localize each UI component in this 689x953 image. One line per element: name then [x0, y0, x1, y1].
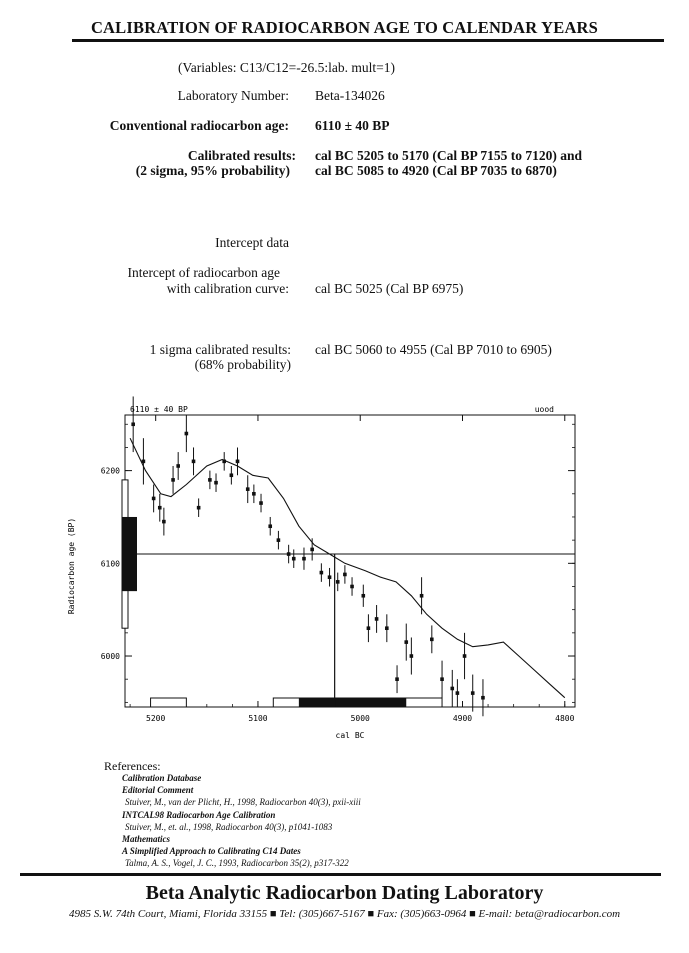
- x-tick-label: 5200: [146, 714, 166, 723]
- data-point: [176, 464, 180, 468]
- data-point: [292, 557, 296, 561]
- data-point: [252, 492, 256, 496]
- plot-frame: [125, 415, 575, 707]
- data-point: [350, 585, 354, 589]
- data-point: [192, 460, 196, 464]
- reference-line: Editorial Comment: [122, 785, 194, 796]
- sigma2-range-bar: [151, 698, 187, 707]
- data-point: [481, 696, 485, 700]
- calibrated-value-2: cal BC 5085 to 4920 (Cal BP 7035 to 6870): [315, 163, 557, 178]
- calibrated-value-1: cal BC 5205 to 5170 (Cal BP 7155 to 7120) and: [315, 148, 583, 163]
- data-point: [171, 478, 175, 482]
- data-point: [214, 481, 218, 485]
- calibrated-sublabel: (2 sigma, 95% probability): [135, 163, 290, 178]
- references-heading: References:: [104, 759, 161, 773]
- data-point: [197, 506, 201, 510]
- calibrated-label: Calibrated results:: [187, 148, 296, 163]
- data-point: [440, 677, 444, 681]
- data-point: [277, 538, 281, 542]
- data-point: [463, 654, 467, 658]
- data-point: [375, 617, 379, 621]
- reference-line: Mathematics: [122, 834, 171, 844]
- data-point: [259, 501, 263, 505]
- calibration-chart: [60, 400, 575, 750]
- data-point: [246, 487, 250, 491]
- x-tick-label: 4900: [452, 714, 473, 723]
- reference-line: Calibration Database: [122, 773, 202, 783]
- reference-line: Talma, A. S., Vogel, J. C., 1993, Radiocarbon 35(2), p317-322: [125, 858, 349, 869]
- data-point: [328, 575, 332, 579]
- y-tick-label: 6200: [100, 466, 120, 476]
- conventional-age-label: Conventional radiocarbon age:: [109, 118, 289, 133]
- y-tick-label: 6000: [100, 652, 120, 662]
- intercept-label-1: Intercept of radiocarbon age: [127, 265, 280, 280]
- lab-name: Beta Analytic Radiocarbon Dating Laboratory: [145, 882, 544, 904]
- chart-title: 6110 ± 40 BP: [130, 405, 188, 414]
- reference-line: A Simplified Approach to Calibrating C14 Dates: [122, 846, 301, 857]
- conventional-age-value: 6110 ± 40 BP: [315, 118, 390, 133]
- data-point: [268, 524, 272, 528]
- lab-number-label: Laboratory Number:: [177, 88, 289, 103]
- one-sigma-sublabel: (68% probability): [194, 357, 291, 372]
- x-tick-label: 5000: [350, 714, 370, 723]
- data-point: [420, 594, 424, 598]
- data-point: [385, 626, 389, 630]
- calibration-curve: [130, 438, 565, 698]
- data-point: [302, 557, 306, 561]
- data-point: [410, 654, 414, 658]
- reference-line: INTCAL98 Radiocarbon Age Calibration: [122, 809, 276, 820]
- data-point: [456, 691, 460, 695]
- page-title: CALIBRATION OF RADIOCARBON AGE TO CALENDAR YEARS: [90, 18, 599, 37]
- data-point: [236, 460, 240, 464]
- data-point: [395, 677, 399, 681]
- data-point: [230, 473, 234, 477]
- data-point: [158, 506, 162, 510]
- data-point: [343, 573, 347, 577]
- data-point: [131, 422, 135, 426]
- data-point: [471, 691, 475, 695]
- data-point: [404, 640, 408, 644]
- data-point: [162, 520, 166, 524]
- reference-line: Stuiver, M., et. al., 1998, Radiocarbon 40(3), p1041-1083: [125, 821, 333, 832]
- data-point: [367, 626, 371, 630]
- data-point: [430, 638, 434, 642]
- data-point: [336, 580, 340, 584]
- chart-ylabel: Radiocarbon age (BP): [67, 517, 76, 615]
- one-sigma-value: cal BC 5060 to 4955 (Cal BP 7010 to 6905): [315, 342, 552, 357]
- footer-rule: [20, 873, 661, 876]
- y-tick-label: 6100: [100, 559, 120, 569]
- data-point: [310, 548, 314, 552]
- data-point: [208, 478, 212, 482]
- intercept-heading: Intercept data: [215, 235, 289, 250]
- variables-line: (Variables: C13/C12=-26.5:lab. mult=1): [178, 60, 395, 75]
- one-sigma-label: 1 sigma calibrated results:: [149, 342, 291, 357]
- header-rule: [72, 39, 664, 42]
- data-point: [185, 432, 189, 436]
- data-point: [450, 687, 454, 691]
- data-point: [152, 497, 156, 501]
- reference-line: Stuiver, M., van der Plicht, H., 1998, Radiocarbon 40(3), pxii-xiii: [125, 797, 361, 808]
- intercept-label-2: with calibration curve:: [166, 281, 289, 296]
- lab-number-value: Beta-134026: [315, 88, 385, 103]
- sigma1-range-bar: [299, 698, 406, 707]
- intercept-value: cal BC 5025 (Cal BP 6975): [315, 281, 464, 296]
- data-point: [361, 594, 365, 598]
- x-tick-label: 4800: [555, 714, 575, 723]
- x-tick-label: 5100: [248, 714, 268, 723]
- chart-xlabel: cal BC: [335, 731, 365, 740]
- chart-corner-label: uood: [534, 405, 554, 414]
- lab-address: 4985 S.W. 74th Court, Miami, Florida 33155 ■ Tel: (305)667-5167 ■ Fax: (305)663-0964 ■ E-mail: beta@radiocarbon.com: [68, 908, 621, 920]
- data-point: [320, 571, 324, 575]
